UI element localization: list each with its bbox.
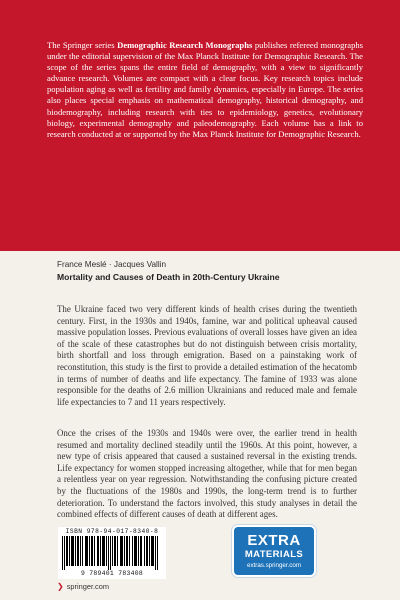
barcode-bars xyxy=(62,536,162,570)
isbn-label: ISBN 978-94-017-8340-8 xyxy=(65,528,159,535)
blurb-paragraph-2: Once the crises of the 1930s and 1940s were over, the earlier trend in health resumed and mortality declined steadily until the 1960s. At this point, however, a new type of crisis appeared that caused a sustained reversal in the existing trends. Life expectancy for women stopped increasing altogether, while that for men began a relentless year on year regression. Notwithstanding the confusing picture created by the fluctuations of the 1980s and 1990s, the long-term trend is to further deterioration. To understand the factors involved, this study analyses in detail the combined effects of different causes of death at different ages. xyxy=(57,428,357,520)
series-name: Demographic Research Monographs xyxy=(117,40,253,50)
springer-link-text: springer.com xyxy=(66,582,110,591)
series-body: publishes refereed monographs under the editorial supervision of the Max Planck Institute for Demographic Research. The scope of the series spans the entire field of demography, with a view to significantly advance research. Volumes are compact with a clear focus. Key research topics include population aging as well as fertility and family dynamics, especially in Europe. The series also places special emphasis on mathematical demography, historical demography, and biodemography, including research with ties to epidemiology, genetics, evolutionary biology, experimental demography and paleodemography. Each volume has a link to research conducted at or supported by the Max Planck Institute for Demographic Research. xyxy=(47,40,364,139)
book-title: Mortality and Causes of Death in 20th-Century Ukraine xyxy=(57,272,280,282)
isbn-barcode xyxy=(58,527,166,579)
series-lead: The Springer series xyxy=(47,40,118,50)
extra-badge-subtitle: MATERIALS xyxy=(244,549,304,560)
extra-badge-title: EXTRA xyxy=(247,532,301,549)
chevron-right-icon: ❯ xyxy=(57,581,64,591)
book-authors: France Meslé · Jacques Vallin xyxy=(57,260,167,269)
barcode-digits: 9 789401 783408 xyxy=(80,570,144,577)
blurb-paragraph-1: The Ukraine faced two very different kinds of health crises during the twentieth century. First, in the 1930s and 1940s, famine, war and political upheaval caused massive population losses. Previous evaluations of overall losses have given an idea of the scale of these catastrophes but do not distinguish between crisis mortality, birth shortfall and loss through emigration. Based on a painstaking work of reconstitution, this study is the first to provide a detailed estimation of the hecatomb in terms of number of deaths and life expectancy. The famine of 1933 was alone responsible for the deaths of 2.6 million Ukrainians and reduced male and female life expectancies to 7 and 11 years respectively. xyxy=(57,304,357,407)
extra-badge-url: extras.springer.com xyxy=(247,562,301,569)
series-description xyxy=(47,40,363,140)
extra-materials-badge[interactable] xyxy=(232,525,316,577)
springer-link[interactable] xyxy=(57,582,109,591)
series-description-band xyxy=(0,0,400,251)
